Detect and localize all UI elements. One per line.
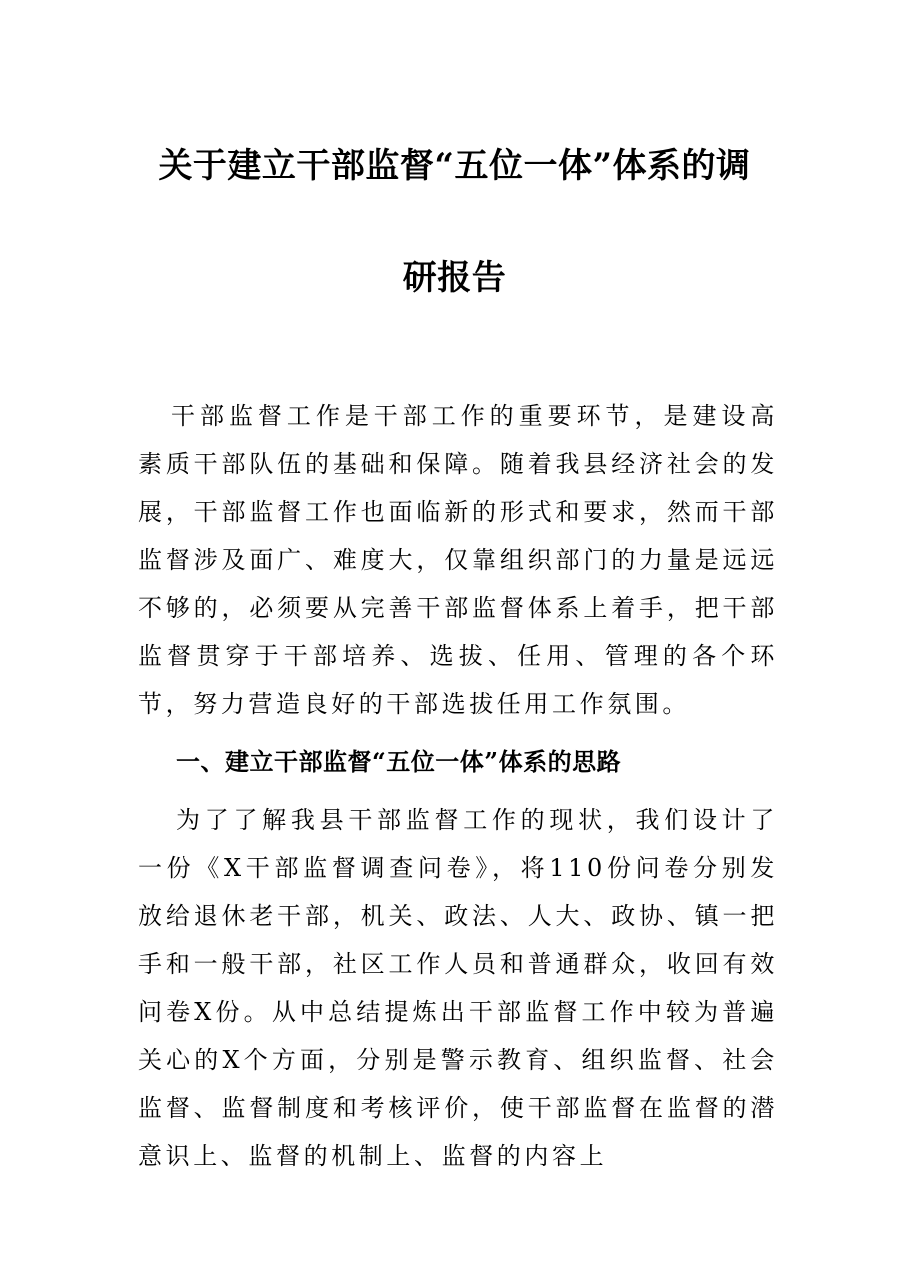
document-title-line-2: 研报告	[402, 258, 507, 298]
intro-paragraph: 干部监督工作是干部工作的重要环节，是建设高素质干部队伍的基础和保障。随着我县经济社会的发展，干部监督工作也面临新的形式和要求，然而干部监督涉及面广、难度大，仅靠组织部门的力量是远远不够的，必须要从完善干部监督体系上着手，把干部监督贯穿于干部培养、选拔、任用、管理的各个环节，努力营造良好的干部选拔任用工作氛围。	[138, 402, 778, 718]
document-title-line-1: 关于建立干部监督“五位一体”体系的调	[158, 146, 751, 186]
survey-paragraph: 为了了解我县干部监督工作的现状，我们设计了一份《X干部监督调查问卷》，将110份问卷分别发放给退休老干部，机关、政法、人大、政协、镇一把手和一般干部，社区工作人员和普通群众，收回有效问卷X份。从中总结提炼出干部监督工作中较为普遍关心的X个方面，分别是警示教育、组织监督、社会监督、监督制度和考核评价，使干部监督在监督的潜意识上、监督的机制上、监督的内容上	[138, 806, 778, 1170]
section-heading: 一、建立干部监督“五位一体”体系的思路	[176, 747, 622, 776]
